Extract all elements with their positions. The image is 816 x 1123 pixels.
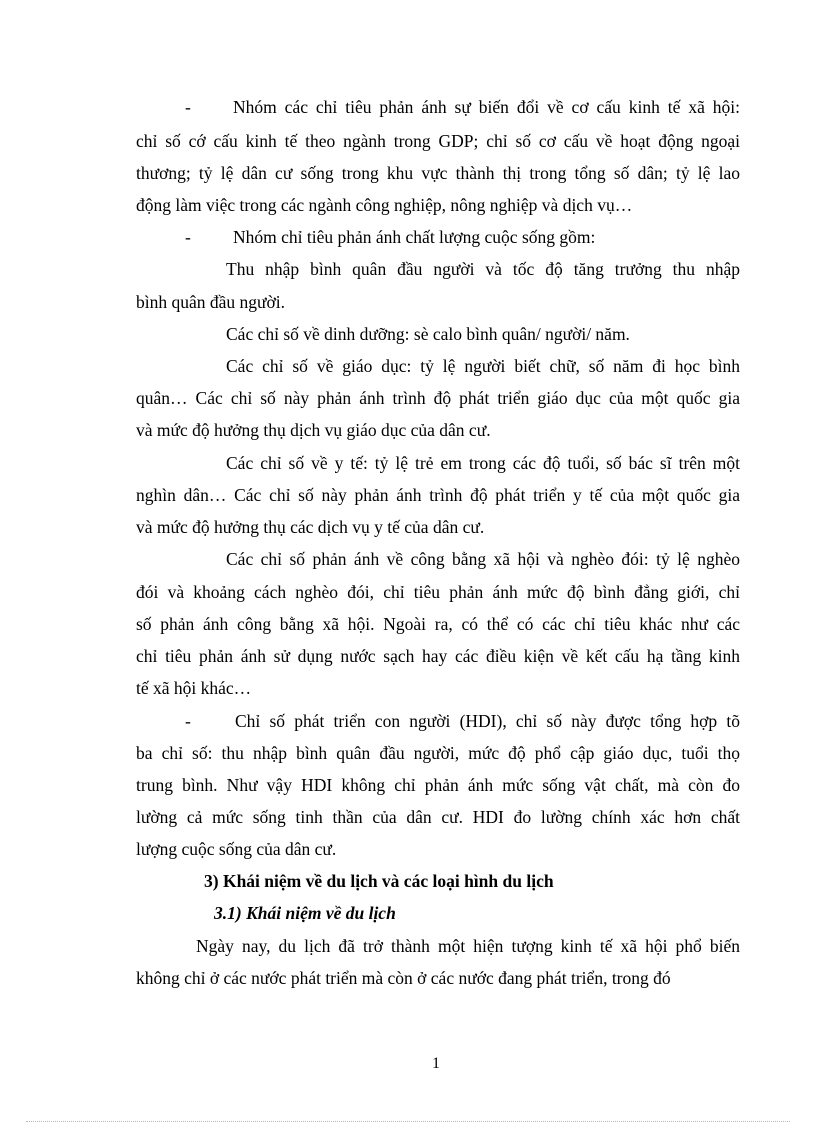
subsection-heading: 3.1) Khái niệm về du lịch	[214, 903, 396, 923]
paragraph-line: chỉ số cớ cấu kinh tế theo ngành trong GDP; chỉ số cơ cấu về hoạt động ngoại	[136, 131, 740, 151]
bullet-dash: -	[185, 711, 191, 731]
paragraph-line: ba chỉ số: thu nhập bình quân đầu người, mức độ phổ cập giáo dục, tuổi thọ	[136, 743, 740, 763]
page-number: 1	[432, 1055, 440, 1072]
paragraph-line: động làm việc trong các ngành công nghiệp, nông nghiệp và dịch vụ…	[136, 195, 633, 215]
bullet-dash: -	[185, 97, 191, 117]
paragraph-line: Thu nhập bình quân đầu người và tốc độ tăng trưởng thu nhập	[226, 259, 740, 279]
paragraph-line: Nhóm các chỉ tiêu phản ánh sự biến đổi về cơ cấu kinh tế xã hội:	[233, 97, 740, 117]
footer-divider	[26, 1121, 790, 1122]
paragraph-line: Các chỉ số về y tế: tỷ lệ trẻ em trong các độ tuổi, số bác sĩ trên một	[226, 453, 740, 473]
paragraph-line: Ngày nay, du lịch đã trở thành một hiện tượng kinh tế xã hội phổ biến	[196, 936, 740, 956]
paragraph-line: quân… Các chỉ số này phản ánh trình độ phát triển giáo dục của một quốc gia	[136, 388, 740, 408]
paragraph-line: Chỉ số phát triển con người (HDI), chỉ số này được tổng hợp tõ	[235, 711, 740, 731]
paragraph-line: Các chỉ số về dinh dưỡng: sè calo bình quân/ người/ năm.	[226, 324, 630, 344]
paragraph-line: thương; tỷ lệ dân cư sống trong khu vực thành thị trong tổng số dân; tỷ lệ lao	[136, 163, 740, 183]
bullet-dash: -	[185, 227, 191, 247]
paragraph-line: số phản ánh công bằng xã hội. Ngoài ra, có thể có các chỉ tiêu khác như các	[136, 614, 740, 634]
paragraph-line: lường cả mức sống tinh thần của dân cư. HDI đo lường chính xác hơn chất	[136, 807, 740, 827]
paragraph-line: chỉ tiêu phản ánh sử dụng nước sạch hay các điều kiện về kết cấu hạ tầng kinh	[136, 646, 740, 666]
paragraph-line: nghìn dân… Các chỉ số này phản ánh trình độ phát triển y tế của một quốc gia	[136, 485, 740, 505]
paragraph-line: Các chỉ số phản ánh về công bằng xã hội và nghèo đói: tỷ lệ nghèo	[226, 549, 740, 569]
paragraph-line: lượng cuộc sống của dân cư.	[136, 839, 337, 859]
paragraph-line: và mức độ hưởng thụ dịch vụ giáo dục của dân cư.	[136, 420, 491, 440]
paragraph-line: không chỉ ở các nước phát triển mà còn ở các nước đang phát triển, trong đó	[136, 968, 671, 988]
paragraph-line: đói và khoảng cách nghèo đói, chỉ tiêu phản ánh mức độ bình đẳng giới, chỉ	[136, 582, 740, 602]
paragraph-line: bình quân đầu người.	[136, 292, 285, 312]
section-heading: 3) Khái niệm về du lịch và các loại hình du lịch	[204, 871, 554, 891]
paragraph-line: Nhóm chỉ tiêu phản ánh chất lượng cuộc sống gồm:	[233, 227, 596, 247]
paragraph-line: trung bình. Như vậy HDI không chỉ phản ánh mức sống vật chất, mà còn đo	[136, 775, 740, 795]
paragraph-line: tế xã hội khác…	[136, 678, 252, 698]
paragraph-line: và mức độ hưởng thụ các dịch vụ y tế của dân cư.	[136, 517, 485, 537]
paragraph-line: Các chỉ số về giáo dục: tỷ lệ người biết chữ, số năm đi học bình	[226, 356, 740, 376]
